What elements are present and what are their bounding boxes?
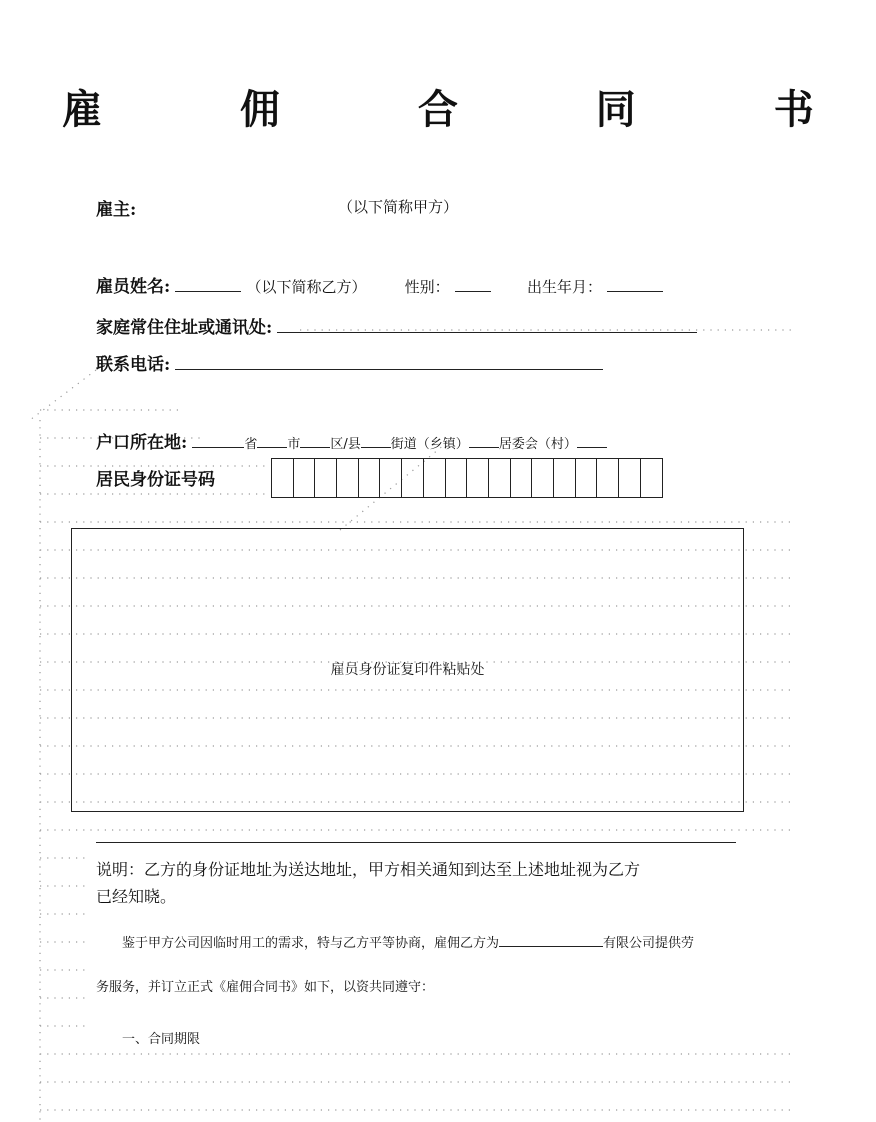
notice-line-2: 已经知晓。 (96, 887, 177, 906)
employer-label: 雇主: (96, 200, 137, 220)
employer-row (96, 195, 136, 220)
employee-note: （以下简称乙方） (246, 278, 367, 296)
province-blank[interactable] (192, 447, 244, 448)
phone-row (96, 350, 603, 375)
hukou-row (96, 428, 607, 453)
committee-label: 居委会（村） (498, 437, 577, 452)
province-label: 省 (244, 437, 258, 452)
id-digit-cell[interactable] (315, 459, 337, 497)
phone-label: 联系电话: (96, 355, 171, 375)
id-digit-cell[interactable] (554, 459, 576, 497)
company-blank[interactable] (499, 946, 603, 947)
divider-line (96, 842, 736, 843)
id-digit-cell[interactable] (402, 459, 424, 497)
id-number-grid[interactable] (271, 458, 663, 498)
hukou-label: 户口所在地: (96, 433, 188, 453)
id-digit-cell[interactable] (359, 459, 381, 497)
id-digit-cell[interactable] (511, 459, 533, 497)
birth-label: 出生年月： (526, 278, 602, 296)
id-digit-cell[interactable] (576, 459, 598, 497)
district-blank[interactable] (300, 447, 330, 448)
city-blank[interactable] (257, 447, 287, 448)
id-digit-cell[interactable] (446, 459, 468, 497)
body-paragraph-1 (122, 932, 694, 951)
employee-name-label: 雇员姓名: (96, 277, 171, 297)
notice-line-1: 说明：乙方的身份证地址为送达地址，甲方相关通知到达至上述地址视为乙方 (96, 860, 641, 879)
body-paragraph-2: 务服务，并订立正式《雇佣合同书》如下，以资共同遵守： (96, 980, 435, 995)
phone-blank[interactable] (175, 369, 603, 370)
street-blank[interactable] (361, 447, 391, 448)
id-digit-cell[interactable] (641, 459, 663, 497)
document-title: 雇 佣 合 同 书 (62, 86, 876, 133)
employee-name-blank[interactable] (175, 291, 241, 292)
body-para1-start: 鉴于甲方公司因临时用工的需求，特与乙方平等协商，雇佣乙方为 (122, 936, 500, 951)
gender-blank[interactable] (455, 291, 491, 292)
birth-blank[interactable] (607, 291, 663, 292)
id-digit-cell[interactable] (489, 459, 511, 497)
address-label: 家庭常住住址或通讯处: (96, 318, 273, 338)
employee-row (96, 272, 663, 297)
id-digit-cell[interactable] (294, 459, 316, 497)
id-digit-cell[interactable] (380, 459, 402, 497)
id-digit-cell[interactable] (337, 459, 359, 497)
address-row (96, 313, 697, 338)
employer-note: （以下简称甲方） (338, 198, 459, 216)
id-copy-paste-box (71, 528, 744, 812)
id-digit-cell[interactable] (467, 459, 489, 497)
committee-blank[interactable] (469, 447, 499, 448)
id-digit-cell[interactable] (532, 459, 554, 497)
paste-box-text: 雇员身份证复印件粘贴处 (330, 662, 485, 678)
address-blank[interactable] (277, 332, 697, 333)
street-label: 街道（乡镇） (390, 437, 469, 452)
id-number-label: 居民身份证号码 (96, 470, 215, 490)
district-label: 区/县 (330, 437, 361, 452)
section-contract-term: 一、合同期限 (122, 1032, 201, 1047)
village-blank[interactable] (577, 447, 607, 448)
id-digit-cell[interactable] (272, 459, 294, 497)
city-label: 市 (287, 437, 301, 452)
id-digit-cell[interactable] (597, 459, 619, 497)
body-para1-end: 有限公司提供劳 (603, 936, 695, 951)
id-digit-cell[interactable] (424, 459, 446, 497)
gender-label: 性别： (404, 278, 450, 296)
id-digit-cell[interactable] (619, 459, 641, 497)
